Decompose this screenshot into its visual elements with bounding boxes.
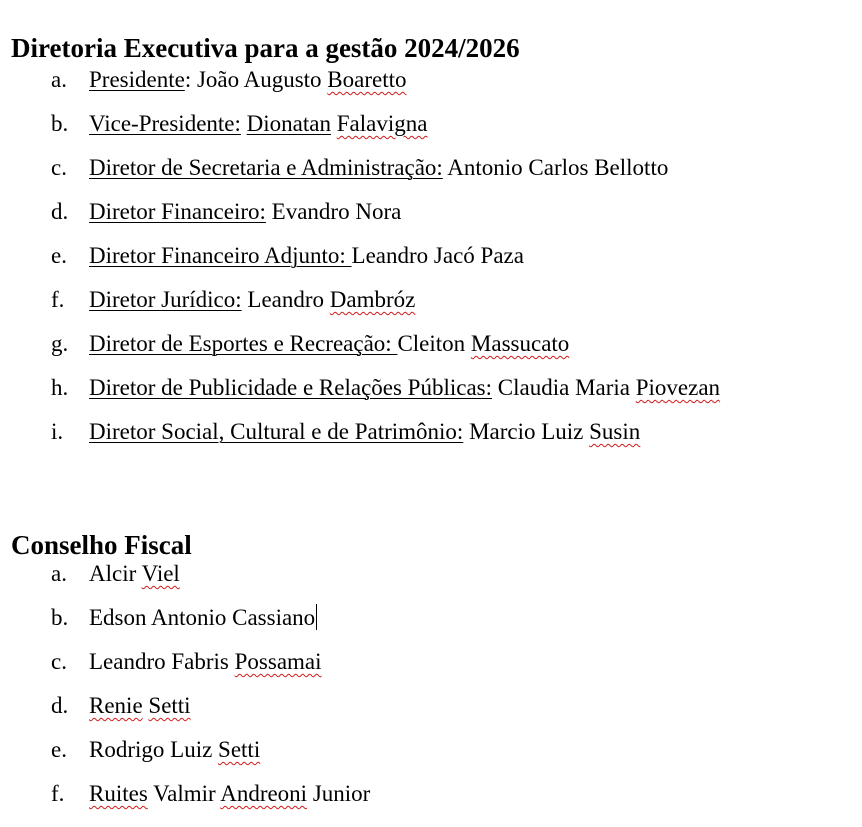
list-marker: c.	[51, 155, 67, 180]
section-heading-diretoria: Diretoria Executiva para a gestão 2024/2026	[11, 33, 520, 64]
list-item[interactable]	[0, 416, 862, 460]
section-heading-conselho-fiscal: Conselho Fiscal	[11, 530, 192, 561]
list-item-text[interactable]	[89, 372, 720, 404]
spelling-flagged-word: Dambróz	[329, 287, 416, 312]
role-label: Diretor de Secretaria e Administração:	[89, 155, 443, 180]
spelling-flagged-word: Massucato	[470, 331, 570, 356]
member-name: Edson Antonio Cassiano	[89, 605, 316, 630]
list-marker: e.	[51, 243, 67, 268]
text-cursor	[316, 604, 317, 630]
list-item[interactable]	[0, 64, 862, 108]
list-marker: h.	[51, 375, 69, 400]
list-marker: e.	[51, 737, 67, 762]
member-name: Marcio Luiz	[469, 419, 590, 444]
list-marker: b.	[51, 111, 69, 136]
role-label: Vice-Presidente:	[89, 111, 241, 136]
list-item-text[interactable]	[89, 734, 260, 766]
member-name: Claudia Maria	[497, 375, 636, 400]
role-label: Diretor de Esportes e Recreação:	[89, 331, 398, 356]
list-item-text[interactable]	[89, 196, 401, 228]
member-name: Evandro Nora	[271, 199, 402, 224]
list-item-text[interactable]	[89, 328, 569, 360]
spelling-flagged-word: Possamai	[234, 649, 322, 674]
list-item-text[interactable]	[89, 690, 191, 722]
list-item-text[interactable]	[89, 284, 415, 316]
spelling-flagged-word: Falavigna	[336, 111, 428, 136]
spelling-flagged-word: Ruites	[89, 781, 148, 806]
list-item-text[interactable]: Ruites Valmir Andreoni Junior	[89, 781, 371, 806]
spelling-flagged-word: Viel	[141, 561, 180, 586]
member-name: Leandro	[247, 287, 330, 312]
list-item[interactable]	[0, 196, 862, 240]
list-item-text[interactable]	[89, 558, 180, 590]
list-item-text[interactable]: Presidente: João Augusto Boaretto	[89, 67, 407, 92]
member-name: Alcir	[89, 561, 142, 586]
list-item[interactable]	[0, 108, 862, 152]
list-item[interactable]	[0, 152, 862, 196]
list-marker: g.	[51, 331, 69, 356]
list-item[interactable]	[0, 284, 862, 328]
list-item[interactable]	[0, 690, 862, 734]
list-marker: d.	[51, 693, 69, 718]
list-marker: f.	[51, 781, 65, 806]
list-item[interactable]	[0, 646, 862, 690]
list-marker: i.	[51, 419, 64, 444]
list-item[interactable]	[0, 558, 862, 602]
role-label: Presidente	[89, 67, 185, 92]
spelling-flagged-word: Piovezan	[635, 375, 721, 400]
member-name: Leandro Jacó Paza	[351, 243, 524, 268]
list-marker: c.	[51, 649, 67, 674]
list-item-text[interactable]	[89, 108, 427, 140]
list-item[interactable]	[0, 328, 862, 372]
list-item[interactable]	[0, 734, 862, 778]
spelling-flagged-word: Andreoni	[220, 781, 308, 806]
member-name: Rodrigo Luiz	[89, 737, 219, 762]
member-name: Dionatan	[246, 111, 331, 136]
member-name: Cleiton	[397, 331, 471, 356]
spelling-flagged-word: Boaretto	[327, 67, 407, 92]
list-item-text[interactable]	[89, 646, 322, 678]
list-item-text[interactable]	[89, 152, 668, 184]
list-item[interactable]	[0, 602, 862, 646]
role-label: Diretor Financeiro Adjunto:	[89, 243, 352, 268]
conselho-fiscal-list	[0, 558, 862, 822]
list-marker: a.	[51, 67, 67, 92]
list-item[interactable]	[0, 778, 862, 822]
list-item-text[interactable]	[89, 416, 640, 448]
role-label: Diretor Financeiro:	[89, 199, 266, 224]
role-label: Diretor Jurídico:	[89, 287, 242, 312]
list-item-text[interactable]	[89, 240, 524, 272]
role-label: Diretor de Publicidade e Relações Públicas:	[89, 375, 493, 400]
list-item[interactable]	[0, 240, 862, 284]
diretoria-list	[0, 64, 862, 460]
spelling-flagged-word: Susin	[589, 419, 641, 444]
list-marker: b.	[51, 605, 69, 630]
member-name: Leandro Fabris	[89, 649, 235, 674]
spelling-flagged-word: Renie	[89, 693, 143, 718]
member-name: João Augusto	[196, 67, 328, 92]
list-marker: f.	[51, 287, 65, 312]
role-label: Diretor Social, Cultural e de Patrimônio:	[89, 419, 464, 444]
list-marker: a.	[51, 561, 67, 586]
list-item-text[interactable]	[89, 602, 317, 634]
list-item[interactable]	[0, 372, 862, 416]
member-name: Antonio Carlos Bellotto	[447, 155, 669, 180]
list-marker: d.	[51, 199, 69, 224]
spelling-flagged-word: Setti	[148, 693, 191, 718]
spelling-flagged-word: Setti	[218, 737, 261, 762]
